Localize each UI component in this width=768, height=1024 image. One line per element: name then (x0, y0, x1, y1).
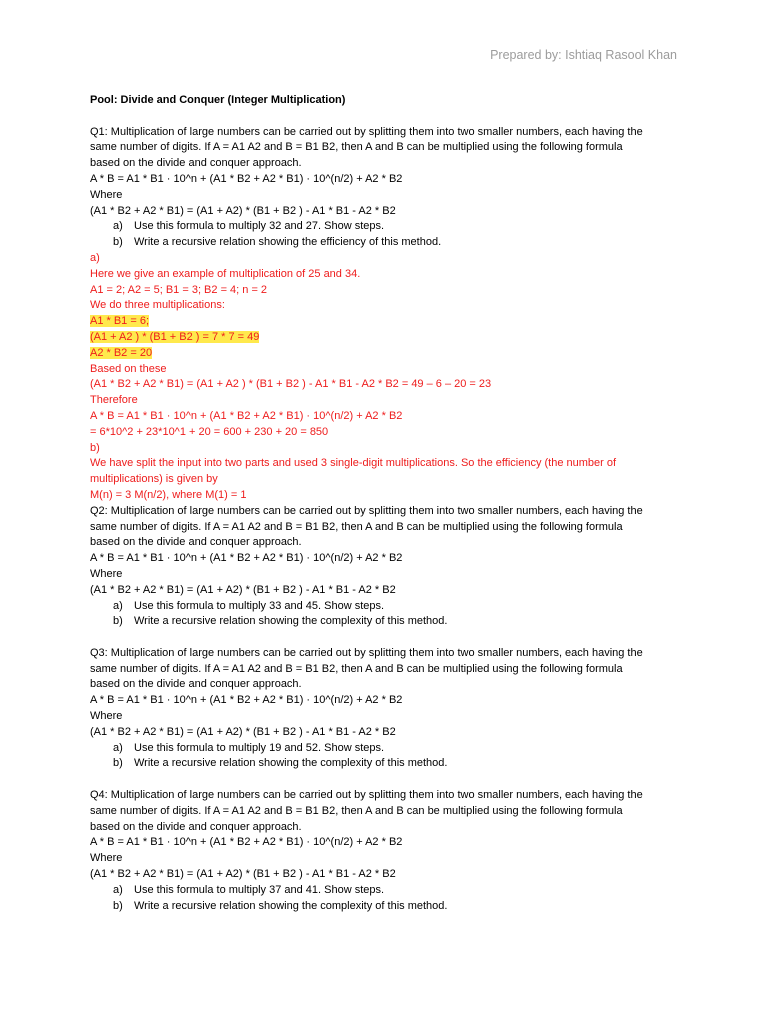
question-3 (90, 646, 690, 772)
answer-line: Here we give an example of multiplication of 25 and 34. (90, 267, 361, 280)
document-body (90, 93, 690, 914)
answer-line: Therefore (90, 394, 138, 407)
part-b-text: Write a recursive relation showing the complexity of this method. (134, 757, 448, 770)
part-a (90, 741, 690, 757)
formula: A * B = A1 * B1 · 10^n + (A1 * B2 + A2 * B1) · 10^(n/2) + A2 * B2 (90, 172, 403, 185)
part-a-text: Use this formula to multiply 19 and 52. Show steps. (134, 741, 385, 754)
highlight-mark: A1 * B1 = 6; (90, 315, 150, 328)
answer-line: A1 = 2; A2 = 5; B1 = 3; B2 = 4; n = 2 (90, 283, 268, 296)
identity-formula: (A1 * B2 + A2 * B1) = (A1 + A2) * (B1 + B2 ) - A1 * B1 - A2 * B2 (90, 204, 396, 217)
question-4 (90, 788, 690, 914)
where-label: Where (90, 567, 123, 580)
where-label: Where (90, 852, 123, 865)
spacer (90, 630, 690, 646)
list-marker: a) (113, 883, 123, 896)
answer-line: We have split the input into two parts and used 3 single-digit multiplications. So the efficiency (the number of (90, 457, 617, 470)
page-title: Pool: Divide and Conquer (Integer Multiplication) (90, 94, 346, 106)
part-a-text: Use this formula to multiply 32 and 27. Show steps. (134, 220, 385, 233)
question-1 (90, 125, 690, 251)
answer-line: A * B = A1 * B1 · 10^n + (A1 * B2 + A2 * B1) · 10^(n/2) + A2 * B2 (90, 409, 403, 422)
formula: A * B = A1 * B1 · 10^n + (A1 * B2 + A2 * B1) · 10^(n/2) + A2 * B2 (90, 694, 403, 707)
highlight-mark: A2 * B2 = 20 (90, 346, 153, 359)
question-2 (90, 504, 690, 630)
part-a (90, 599, 690, 615)
list-marker: b) (113, 757, 123, 770)
answer-line: We do three multiplications: (90, 299, 225, 312)
question-text-line: Q1: Multiplication of large numbers can be carried out by splitting them into two smaller numbers, each having the (90, 125, 643, 138)
spacer (90, 772, 690, 788)
identity-formula: (A1 * B2 + A2 * B1) = (A1 + A2) * (B1 + B2 ) - A1 * B1 - A2 * B2 (90, 583, 396, 596)
spacer (90, 109, 690, 125)
answer-line: multiplications) is given by (90, 473, 218, 486)
answer-b-label: b) (90, 441, 100, 454)
highlighted-line (90, 346, 690, 362)
prepared-by-header: Prepared by: Ishtiaq Rasool Khan (490, 48, 677, 62)
list-marker: b) (113, 236, 123, 249)
answer-a-label: a) (90, 251, 100, 264)
list-marker: a) (113, 220, 123, 233)
answer-line: M(n) = 3 M(n/2), where M(1) = 1 (90, 488, 247, 501)
answer-section (90, 251, 690, 504)
answer-line: = 6*10^2 + 23*10^1 + 20 = 600 + 230 + 20 = 850 (90, 425, 329, 438)
part-a (90, 883, 690, 899)
question-text-line: Q3: Multiplication of large numbers can be carried out by splitting them into two smaller numbers, each having the (90, 646, 643, 659)
question-text-line: Q4: Multiplication of large numbers can be carried out by splitting them into two smaller numbers, each having the (90, 789, 643, 802)
identity-formula: (A1 * B2 + A2 * B1) = (A1 + A2) * (B1 + B2 ) - A1 * B1 - A2 * B2 (90, 725, 396, 738)
answer-line: (A1 * B2 + A2 * B1) = (A1 + A2 ) * (B1 + B2 ) - A1 * B1 - A2 * B2 = 49 – 6 – 20 = 23 (90, 378, 492, 391)
list-marker: b) (113, 899, 123, 912)
where-label: Where (90, 188, 123, 201)
list-marker: a) (113, 741, 123, 754)
formula: A * B = A1 * B1 · 10^n + (A1 * B2 + A2 * B1) · 10^(n/2) + A2 * B2 (90, 836, 403, 849)
highlight-mark: (A1 + A2 ) * (B1 + B2 ) = 7 * 7 = 49 (90, 330, 260, 343)
highlighted-line (90, 330, 690, 346)
identity-formula: (A1 * B2 + A2 * B1) = (A1 + A2) * (B1 + B2 ) - A1 * B1 - A2 * B2 (90, 868, 396, 881)
answer-line: Based on these (90, 362, 167, 375)
formula: A * B = A1 * B1 · 10^n + (A1 * B2 + A2 * B1) · 10^(n/2) + A2 * B2 (90, 552, 403, 565)
question-text-line: based on the divide and conquer approach. (90, 820, 302, 833)
part-b (90, 899, 690, 915)
part-b-text: Write a recursive relation showing the complexity of this method. (134, 615, 448, 628)
part-a-text: Use this formula to multiply 33 and 45. Show steps. (134, 599, 385, 612)
question-text-line: same number of digits. If A = A1 A2 and B = B1 B2, then A and B can be multiplied using the following formula (90, 520, 623, 533)
question-text-line: Q2: Multiplication of large numbers can be carried out by splitting them into two smaller numbers, each having the (90, 504, 643, 517)
question-text-line: same number of digits. If A = A1 A2 and B = B1 B2, then A and B can be multiplied using the following formula (90, 662, 623, 675)
question-text-line: based on the divide and conquer approach. (90, 678, 302, 691)
question-text-line: same number of digits. If A = A1 A2 and B = B1 B2, then A and B can be multiplied using the following formula (90, 804, 623, 817)
part-a-text: Use this formula to multiply 37 and 41. Show steps. (134, 883, 385, 896)
part-b (90, 235, 690, 251)
part-a (90, 219, 690, 235)
part-b-text: Write a recursive relation showing the complexity of this method. (134, 899, 448, 912)
part-b (90, 756, 690, 772)
question-text-line: based on the divide and conquer approach. (90, 536, 302, 549)
question-text-line: based on the divide and conquer approach. (90, 157, 302, 170)
list-marker: b) (113, 615, 123, 628)
highlighted-line (90, 314, 690, 330)
question-text-line: same number of digits. If A = A1 A2 and B = B1 B2, then A and B can be multiplied using the following formula (90, 141, 623, 154)
list-marker: a) (113, 599, 123, 612)
where-label: Where (90, 710, 123, 723)
part-b (90, 614, 690, 630)
part-b-text: Write a recursive relation showing the efficiency of this method. (134, 236, 442, 249)
